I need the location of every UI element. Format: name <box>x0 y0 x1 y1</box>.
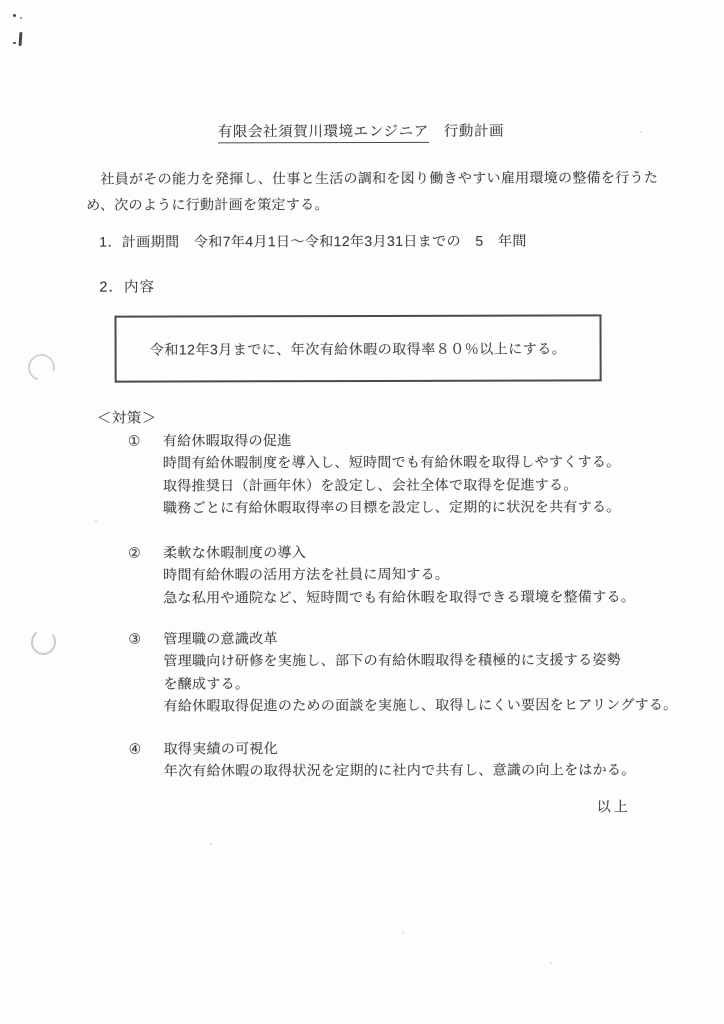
intro-paragraph <box>86 165 659 217</box>
intro-line: 社員がその能力を発揮し、仕事と生活の調和を図り働きやすい雇用環境の整備を行うた <box>86 169 659 187</box>
title-company-name: 有限会社須賀川環境エンジニア <box>218 124 429 144</box>
measure-title: 柔軟な休暇制度の導入 <box>163 544 307 561</box>
measure-number: ③ <box>128 630 142 647</box>
measure-line: 年次有給休暇の取得状況を定期的に社内で共有し、意識の向上をはかる。 <box>163 761 636 779</box>
measure-item-1 <box>128 428 708 519</box>
measure-item-4 <box>129 736 709 782</box>
title-suffix: 行動計画 <box>443 123 505 140</box>
plan-period-line: 1．計画期間 令和7年4月1日～令和12年3月31日までの 5 年間 <box>99 232 527 250</box>
document-title <box>0 119 723 142</box>
measures-heading: ＜対策＞ <box>96 410 157 427</box>
measure-title: 取得実績の可視化 <box>163 740 279 757</box>
measure-line: 取得推奨日（計画年休）を設定し、会社全体で取得を促進する。 <box>162 476 578 494</box>
measure-line: 時間有給休暇の活用方法を社員に周知する。 <box>163 566 450 583</box>
measure-line: 管理職向け研修を実施し、部下の有給休暇取得を積極的に支援する姿勢 <box>163 651 622 669</box>
measure-title: 管理職の意識改革 <box>163 630 278 647</box>
measure-line: 時間有給休暇制度を導入し、短時間でも有給休暇を取得しやすくする。 <box>162 453 621 471</box>
measure-title: 有給休暇取得の促進 <box>162 432 292 449</box>
measure-line: を醸成する。 <box>163 675 250 692</box>
measure-number: ② <box>128 544 141 561</box>
measure-number: ① <box>127 432 141 449</box>
goal-box <box>114 314 601 382</box>
measure-item-2 <box>128 540 708 609</box>
goal-text: 令和12年3月までに、年次有給休暇の取得率８０％以上にする。 <box>149 339 567 358</box>
content-section-heading: 2．内容 <box>99 279 156 296</box>
measure-line: 有給休暇取得促進のための面談を実施し、取得しにくい要因をヒアリングする。 <box>163 696 678 714</box>
measure-number: ④ <box>128 740 142 757</box>
measure-line: 職務ごとに有給休暇取得率の目標を設定し、定期的に状況を共有する。 <box>162 498 621 516</box>
measure-line: 急な私用や通院など、短時間でも有給休暇を取得できる環境を整備する。 <box>163 588 636 606</box>
closing-text: 以上 <box>596 798 631 815</box>
intro-line: め、次のように行動計画を策定する。 <box>86 195 329 213</box>
measure-item-3 <box>128 626 708 717</box>
